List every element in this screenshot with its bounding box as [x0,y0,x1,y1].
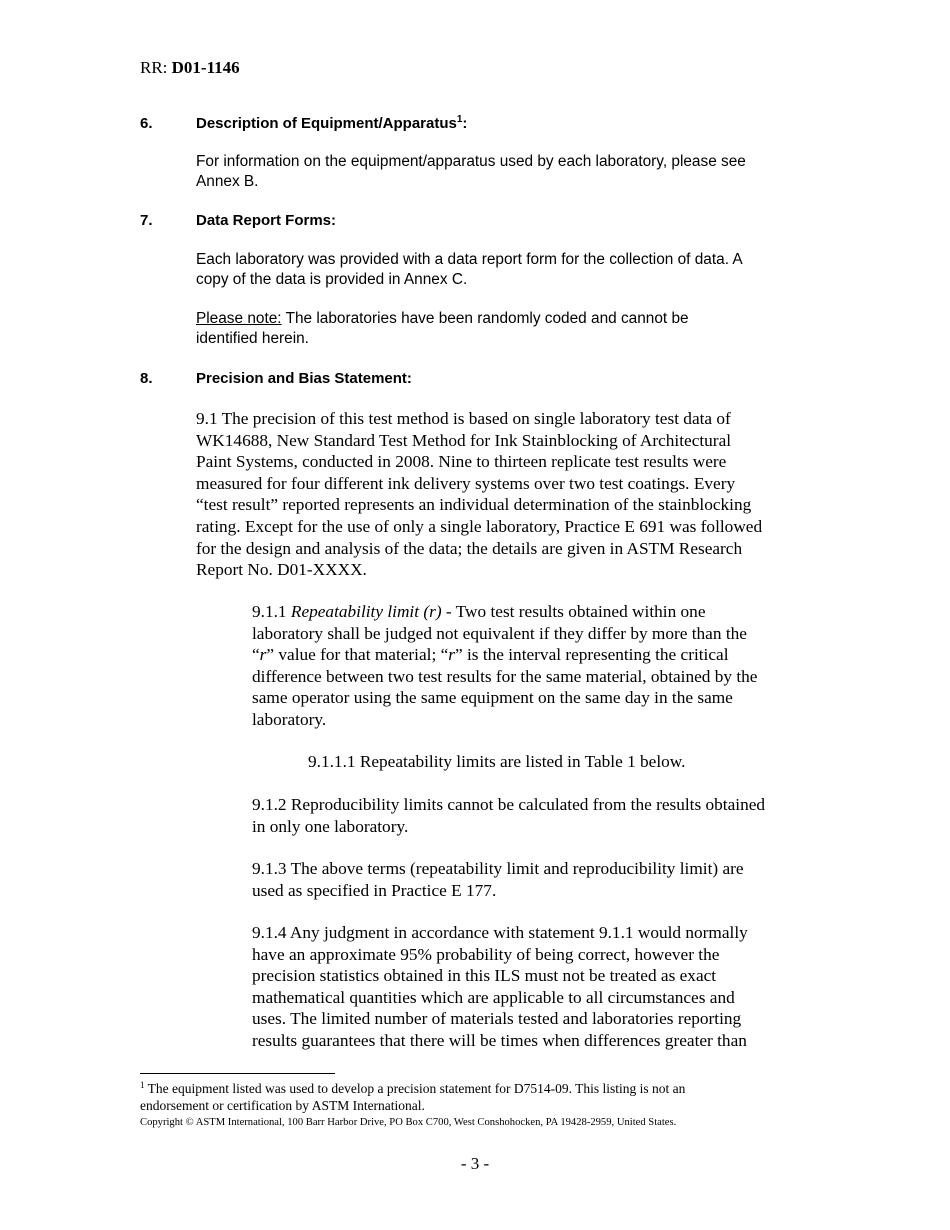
paragraph-9-1 [196,408,816,581]
text-line [252,601,814,623]
text-line: 9.1.3 The above terms (repeatability limit and reproducibility limit) are [252,859,744,878]
text-line: endorsement or certification by ASTM International. [140,1098,425,1113]
paragraph-number: 9.1.1 [252,602,291,621]
text-line: “test result” reported represents an individual determination of the stainblocking [196,495,752,515]
text-line: same operator using the same equipment on the same day in the same [252,688,733,708]
section-8-number: 8. [140,370,153,387]
section-6-number: 6. [140,115,153,132]
text-segment: “ [252,645,260,665]
text-line: 9.1.1.1 Repeatability limits are listed in Table 1 below. [308,752,686,771]
text-line: uses. The limited number of materials tested and laboratories reporting [252,1009,742,1029]
text-line: used as specified in Practice E 177. [252,880,497,900]
research-report-header [140,58,240,78]
section-7-title: Data Report Forms: [196,212,337,229]
text-line: 9.1.2 Reproducibility limits cannot be calculated from the results obtained [252,795,766,814]
paragraph-9-1-1 [252,601,814,731]
r-symbol: r [448,645,455,665]
text-segment: Two test results obtained within one [451,602,706,621]
text-line: WK14688, New Standard Test Method for Ink Stainblocking of Architectural [196,430,732,450]
text-line: difference between two test results for the same material, obtained by the [252,666,758,686]
laboratory-coding-note [196,309,816,349]
section-6-paragraph [196,152,816,192]
paragraph-9-1-2 [252,794,814,837]
repeatability-limit-term: Repeatability limit (r) - [290,602,452,621]
section-7-paragraph [196,250,816,290]
footnote-1 [140,1080,820,1114]
text-line: have an approximate 95% probability of being correct, however the [252,944,720,964]
please-note-label: Please note: [196,310,282,327]
rr-prefix: RR: [140,58,168,77]
text-line: rating. Except for the use of only a single laboratory, Practice E 691 was followed [196,516,763,536]
text-line [196,309,816,329]
section-6-colon: : [462,115,468,132]
paragraph-9-1-4 [252,922,814,1052]
footnote-ref-1: 1 [456,114,463,125]
text-line: precision statistics obtained in this ILS must not be treated as exact [252,966,717,986]
text-line: 9.1.4 Any judgment in accordance with statement 9.1.1 would normally [252,923,748,942]
text-line: copy of the data is provided in Annex C. [196,271,468,288]
text-line: in only one laboratory. [252,816,409,836]
text-line [252,644,814,666]
r-symbol: r [259,645,267,665]
note-text: The laboratories have been randomly coded and cannot be [281,310,689,327]
footnote-marker: 1 [140,1080,145,1090]
text-line: results guarantees that there will be times when differences greater than [252,1030,747,1050]
text-line [140,1080,820,1097]
section-8-title: Precision and Bias Statement: [196,370,412,387]
text-segment: ” value for that material; “ [266,645,449,665]
text-line: for the design and analysis of the data; the details are given in ASTM Research [196,538,743,558]
text-line: mathematical quantities which are applicable to all circumstances and [252,987,735,1007]
text-line: measured for four different ink delivery systems over two test coatings. Every [196,473,736,493]
section-7-number: 7. [140,212,153,229]
footnote-separator [140,1073,335,1074]
rr-report-id: D01-1146 [171,58,240,77]
text-line: laboratory shall be judged not equivalent if they differ by more than the [252,623,747,643]
footnote-text: The equipment listed was used to develop a precision statement for D7514-09. This listing is not an [144,1081,686,1096]
text-line: For information on the equipment/apparatus used by each laboratory, please see [196,153,746,170]
text-line: identified herein. [196,330,309,347]
section-6-title: Description of Equipment/Apparatus [196,115,457,132]
section-8-heading [140,369,412,389]
text-line: laboratory. [252,709,327,729]
copyright-notice: Copyright © ASTM International, 100 Barr Harbor Drive, PO Box C700, West Conshohocken, PA 19428-2959, United States. [140,1117,677,1128]
text-line: 9.1 The precision of this test method is based on single laboratory test data of [196,409,731,428]
text-line: Each laboratory was provided with a data report form for the collection of data. A [196,251,743,268]
paragraph-9-1-3 [252,858,814,901]
page-number: - 3 - [460,1154,490,1173]
paragraph-9-1-1-1 [308,751,808,773]
text-segment: ” is the interval representing the critical [454,645,729,665]
text-line: Report No. D01-XXXX. [196,560,367,580]
text-line: Annex B. [196,173,259,190]
text-line: Paint Systems, conducted in 2008. Nine to thirteen replicate test results were [196,452,727,472]
section-6-heading [140,114,467,134]
section-7-heading [140,211,336,231]
